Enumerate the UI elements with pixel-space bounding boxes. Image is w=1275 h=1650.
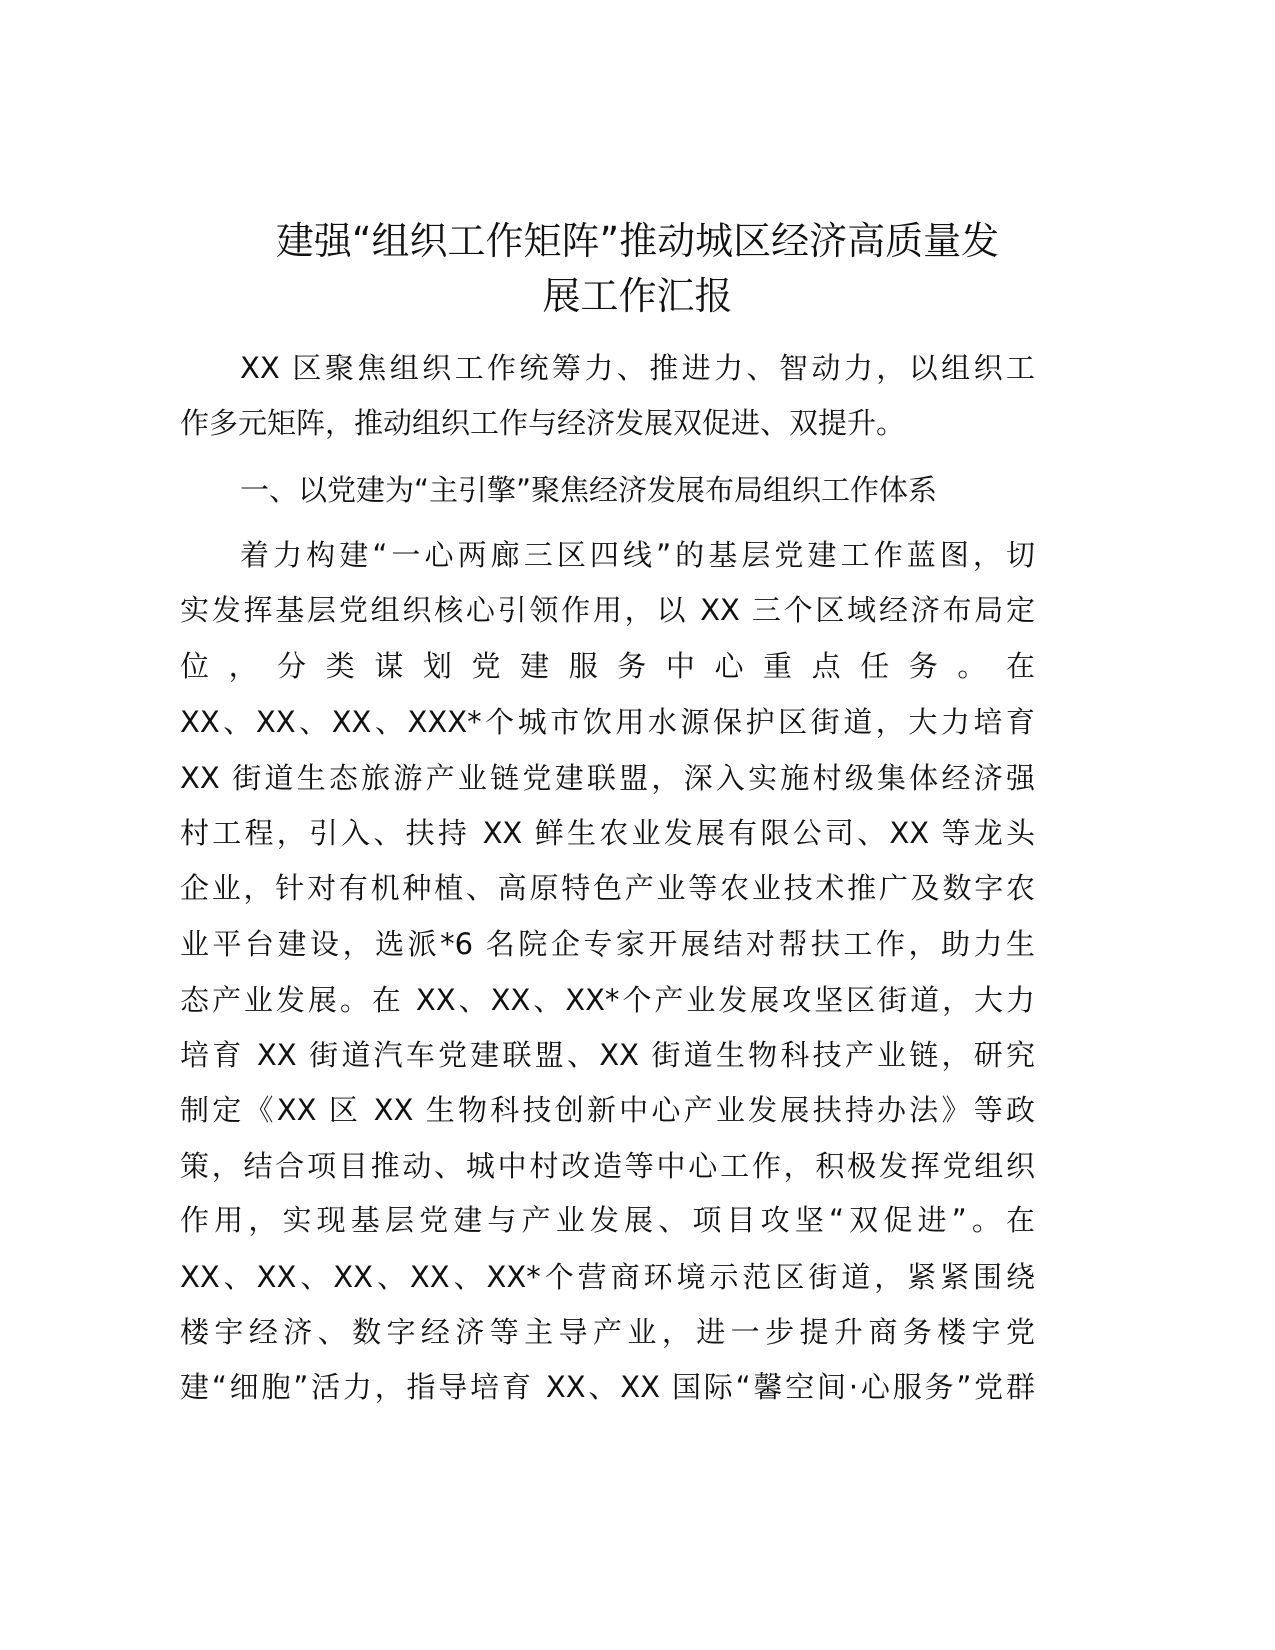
text-line: 策，结合项目推动、城中村改造等中心工作，积极发挥党组织 — [180, 1149, 1035, 1183]
text-line: XX 街道生态旅游产业链党建联盟，深入实施村级集体经济强 — [180, 761, 1035, 795]
text-line: 业平台建设，选派*6 名院企专家开展结对帮扶工作，助力生 — [180, 927, 1035, 961]
text-line: 实发挥基层党组织核心引领作用，以 XX 三个区域经济布局定 — [180, 593, 1035, 627]
text-line: 作用，实现基层党建与产业发展、项目攻坚“双促进”。在 — [180, 1203, 1035, 1237]
text-line: XX、XX、XX、XXX*个城市饮用水源保护区街道，大力培育 — [180, 705, 1035, 739]
text-line: 建“细胞”活力，指导培育 XX、XX 国际“馨空间·心服务”党群 — [180, 1370, 1035, 1404]
text-line: XX、XX、XX、XX、XX*个营商环境示范区街道，紧紧围绕 — [180, 1260, 1035, 1294]
text-line: 企业，针对有机种植、高原特色产业等农业技术推广及数字农 — [180, 871, 1035, 905]
text-line: 态产业发展。在 XX、XX、XX*个产业发展攻坚区街道，大力 — [180, 983, 1035, 1017]
text-line: 一、以党建为“主引擎”聚焦经济发展布局组织工作体系 — [240, 473, 938, 507]
text-line: 楼宇经济、数字经济等主导产业，进一步提升商务楼宇党 — [180, 1315, 1035, 1349]
title-line-2: 展工作汇报 — [542, 274, 733, 318]
text-line: 村工程，引入、扶持 XX 鲜生农业发展有限公司、XX 等龙头 — [180, 816, 1035, 850]
title-line-1: 建强“组织工作矩阵”推动城区经济高质量发 — [275, 219, 1000, 263]
text-line: XX 区聚焦组织工作统筹力、推进力、智动力，以组织工 — [240, 351, 1035, 385]
text-line: 培育 XX 街道汽车党建联盟、XX 街道生物科技产业链，研究 — [180, 1038, 1035, 1072]
text-line: 位，分类谋划党建服务中心重点任务。在 — [180, 649, 1035, 683]
text-line: 着力构建“一心两廊三区四线”的基层党建工作蓝图，切 — [240, 538, 1035, 572]
text-line: 制定《XX 区 XX 生物科技创新中心产业发展扶持办法》等政 — [180, 1093, 1035, 1127]
text-line: 作多元矩阵，推动组织工作与经济发展双促进、双提升。 — [180, 406, 906, 440]
